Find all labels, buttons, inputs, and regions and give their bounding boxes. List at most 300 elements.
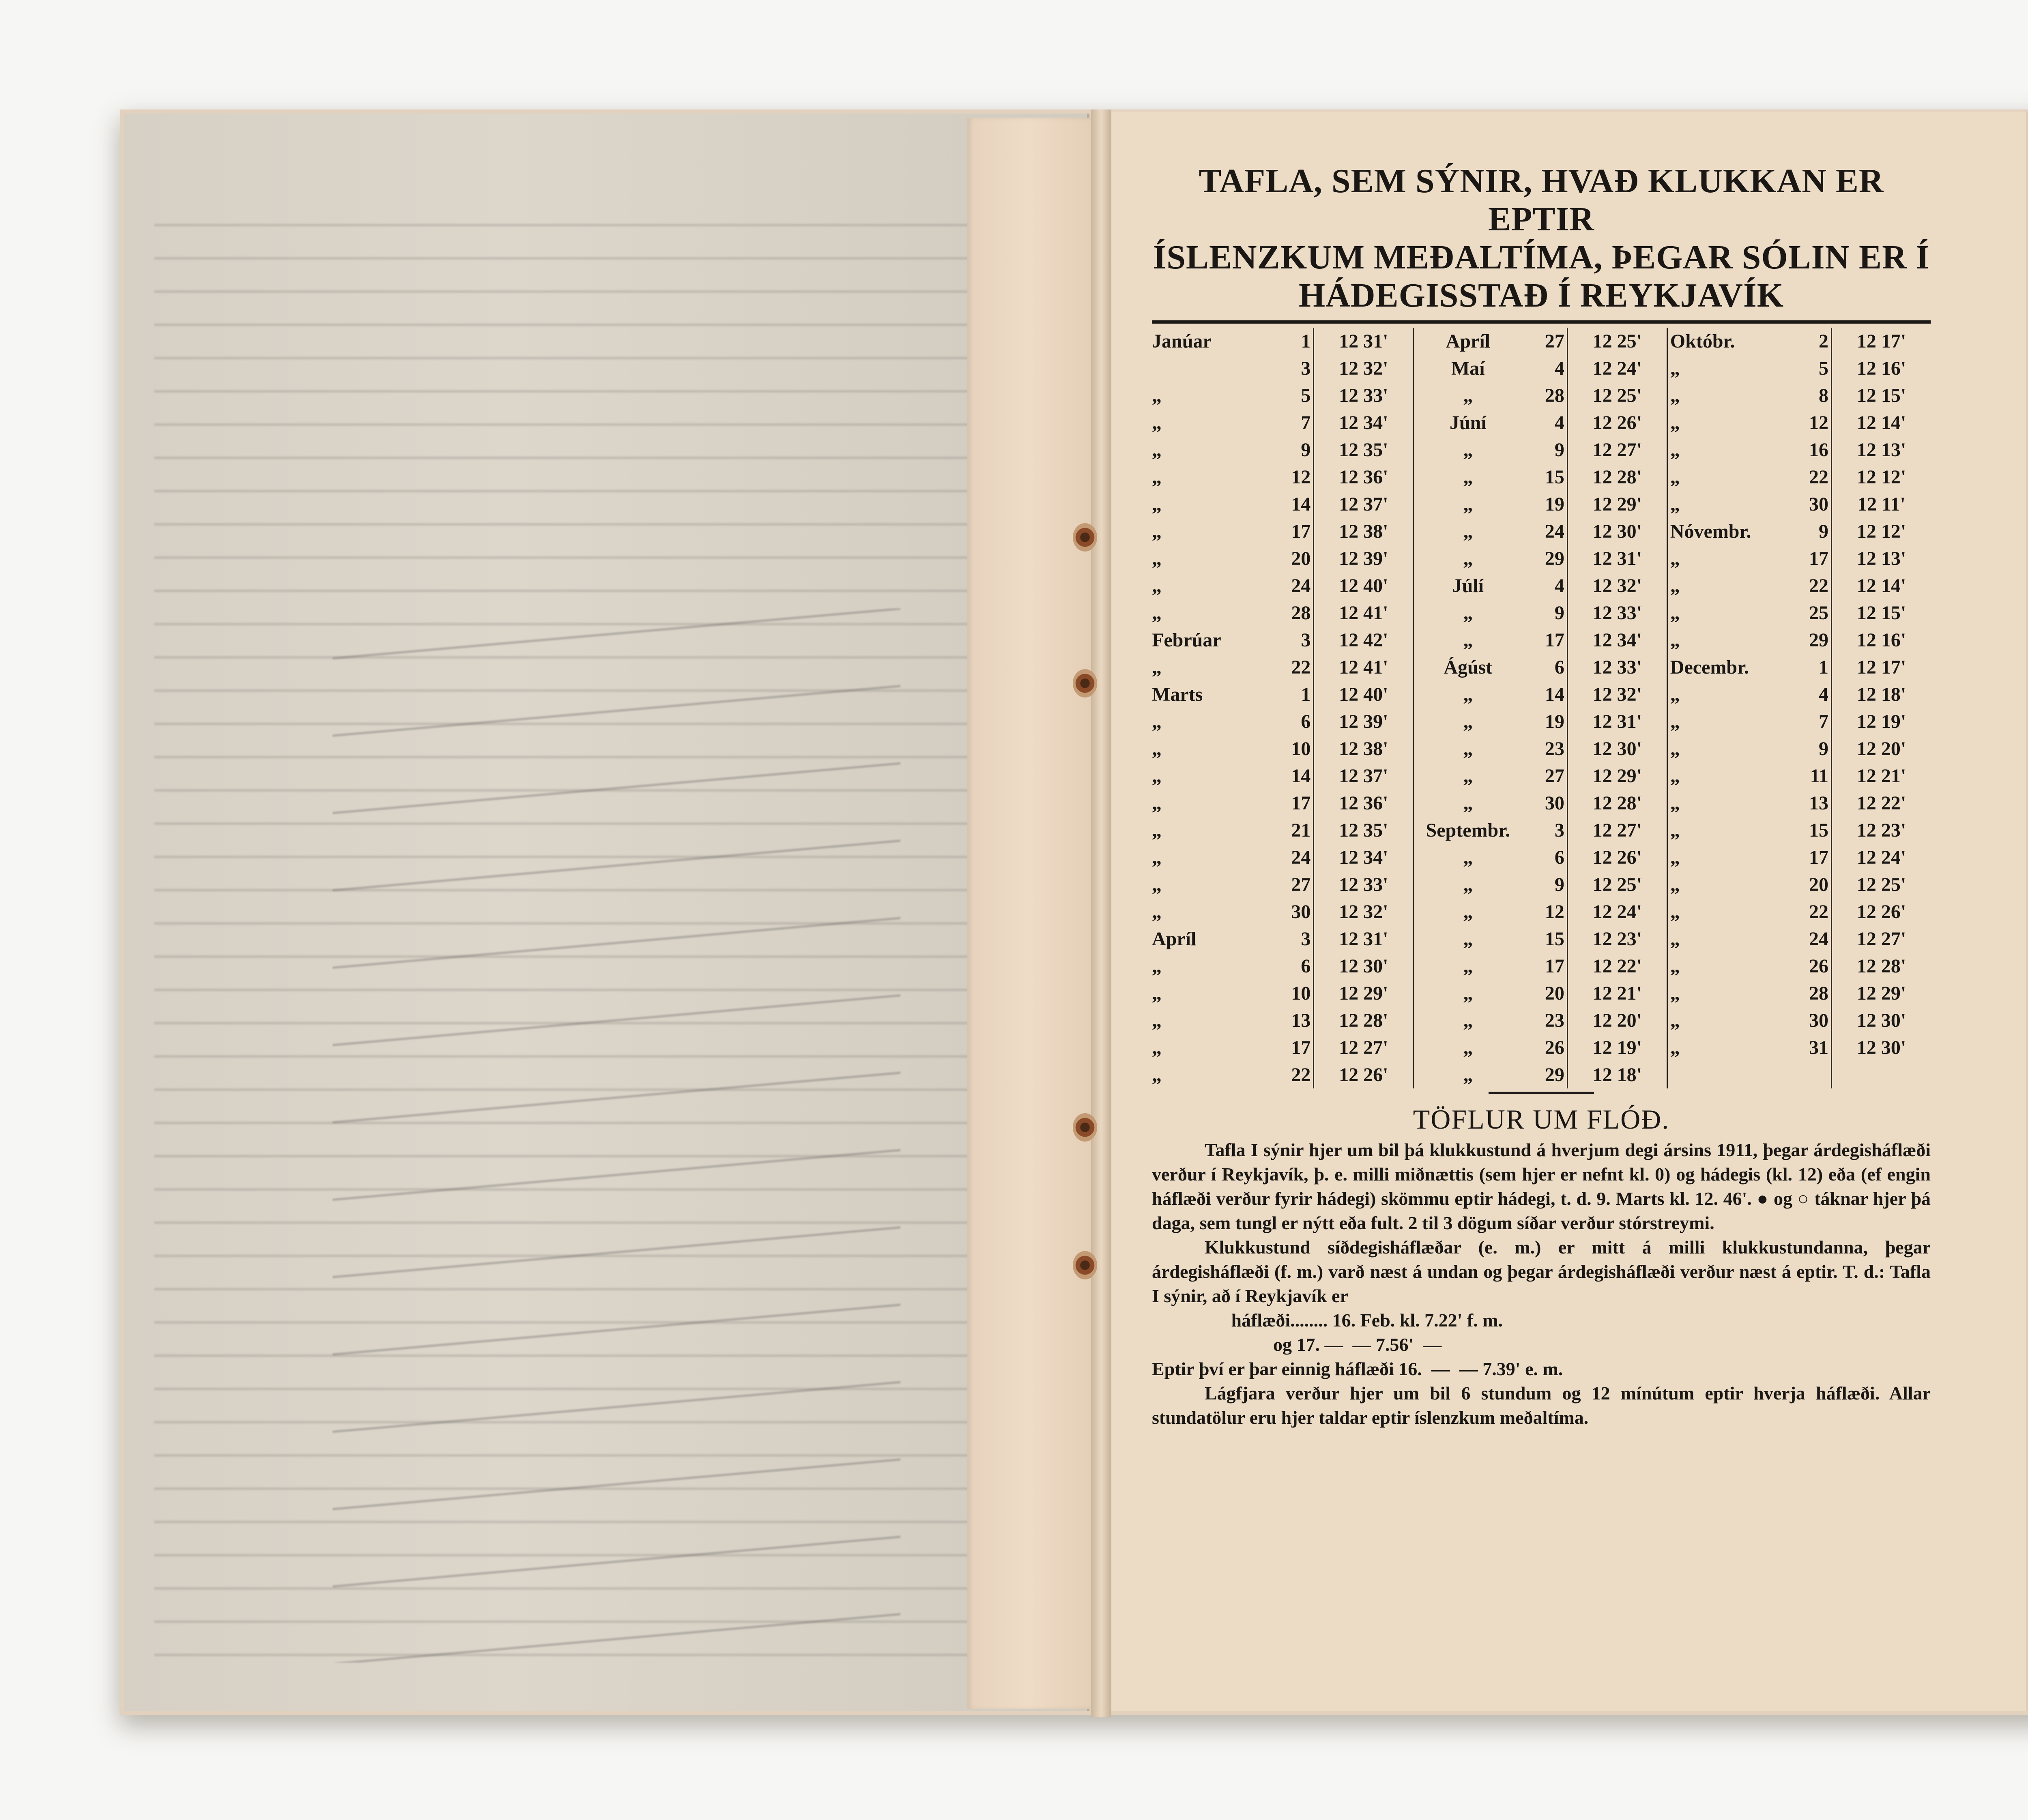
day-cell: 20 xyxy=(1545,983,1564,1004)
day-cell: 17 xyxy=(1291,1037,1311,1058)
time-cell: 12 34' xyxy=(1314,844,1414,871)
day-cell: 8 xyxy=(1819,385,1829,406)
day-cell: 22 xyxy=(1291,1064,1311,1086)
month-cell: „ xyxy=(1463,874,1473,895)
table-row xyxy=(1152,1061,1931,1088)
page-title xyxy=(1152,162,1931,315)
month-cell: „ xyxy=(1463,792,1473,814)
day-cell: 29 xyxy=(1809,629,1829,651)
day-cell: 3 xyxy=(1301,928,1311,950)
day-cell: 17 xyxy=(1809,548,1829,569)
day-cell: 28 xyxy=(1809,983,1829,1004)
month-cell: „ xyxy=(1152,955,1162,977)
day-cell: 28 xyxy=(1545,385,1564,406)
month-cell: „ xyxy=(1463,1064,1473,1086)
time-cell: 12 20' xyxy=(1832,735,1931,762)
table-row xyxy=(1152,545,1931,572)
time-cell: 12 25' xyxy=(1567,328,1667,355)
time-cell: 12 26' xyxy=(1832,898,1931,925)
time-cell: 12 11' xyxy=(1832,491,1931,518)
month-cell: Apríl xyxy=(1152,928,1197,950)
section-divider xyxy=(1489,1092,1594,1094)
time-cell: 12 30' xyxy=(1314,953,1414,980)
month-cell: „ xyxy=(1152,792,1162,814)
day-cell: 9 xyxy=(1819,738,1829,760)
month-cell: „ xyxy=(1670,494,1680,515)
table-row xyxy=(1152,898,1931,925)
time-cell: 12 19' xyxy=(1832,708,1931,735)
month-cell: „ xyxy=(1152,820,1162,841)
month-cell: Janúar xyxy=(1152,331,1212,352)
time-cell: 12 19' xyxy=(1567,1034,1667,1061)
time-cell: 12 41' xyxy=(1314,654,1414,681)
day-cell: 22 xyxy=(1809,575,1829,597)
time-cell: 12 22' xyxy=(1567,953,1667,980)
day-cell: 12 xyxy=(1545,901,1564,923)
time-cell: 12 38' xyxy=(1314,518,1414,545)
time-cell: 12 17' xyxy=(1832,654,1931,681)
month-cell: „ xyxy=(1670,955,1680,977)
day-cell: 3 xyxy=(1554,820,1564,841)
time-cell: 12 39' xyxy=(1314,545,1414,572)
day-cell: 20 xyxy=(1809,874,1829,895)
month-cell: Decembr. xyxy=(1670,657,1749,678)
title-line: HÁDEGISSTAÐ Í REYKJAVÍK xyxy=(1298,277,1784,314)
time-cell: 12 25' xyxy=(1832,871,1931,898)
month-cell: „ xyxy=(1670,820,1680,841)
day-cell: 9 xyxy=(1301,439,1311,461)
time-cell: 12 13' xyxy=(1832,436,1931,464)
time-cell: 12 31' xyxy=(1314,328,1414,355)
time-cell: 12 14' xyxy=(1832,409,1931,436)
time-cell: 12 15' xyxy=(1832,382,1931,409)
month-cell: „ xyxy=(1152,466,1162,488)
day-cell: 6 xyxy=(1301,711,1311,732)
month-cell: „ xyxy=(1463,901,1473,923)
day-cell: 17 xyxy=(1545,629,1564,651)
day-cell: 19 xyxy=(1545,711,1564,732)
month-cell: „ xyxy=(1670,412,1680,434)
table-row xyxy=(1152,572,1931,599)
month-cell: „ xyxy=(1670,901,1680,923)
time-cell: 12 14' xyxy=(1832,572,1931,599)
time-cell: 12 35' xyxy=(1314,436,1414,464)
table-row xyxy=(1152,491,1931,518)
table-row xyxy=(1152,409,1931,436)
month-cell: Apríl xyxy=(1446,331,1490,352)
time-cell: 12 27' xyxy=(1832,925,1931,953)
day-cell: 6 xyxy=(1554,847,1564,868)
day-cell: 15 xyxy=(1545,466,1564,488)
day-cell: 13 xyxy=(1809,792,1829,814)
day-cell: 29 xyxy=(1545,548,1564,569)
day-cell: 4 xyxy=(1554,412,1564,434)
month-cell: „ xyxy=(1670,466,1680,488)
time-cell: 12 39' xyxy=(1314,708,1414,735)
month-cell: „ xyxy=(1463,385,1473,406)
time-cell: 12 16' xyxy=(1832,355,1931,382)
month-cell: „ xyxy=(1670,711,1680,732)
time-cell: 12 32' xyxy=(1314,355,1414,382)
time-cell: 12 30' xyxy=(1567,518,1667,545)
time-cell: 12 30' xyxy=(1832,1007,1931,1034)
day-cell: 10 xyxy=(1291,738,1311,760)
month-cell: „ xyxy=(1152,1064,1162,1086)
book-gutter xyxy=(1091,109,1111,1717)
table-row xyxy=(1152,328,1931,355)
binding-stitch-hole xyxy=(1073,1113,1097,1142)
month-cell: „ xyxy=(1670,602,1680,624)
month-cell: „ xyxy=(1152,521,1162,542)
time-cell: 12 26' xyxy=(1567,844,1667,871)
time-cell: 12 26' xyxy=(1567,409,1667,436)
tides-paragraph: Tafla I sýnir hjer um bil þá klukkustund á hverjum degi ársins 1911, þegar árdegisháflæði verður í Reykjavík, þ. e. milli miðnættis (sem hjer er nefnt kl. 0) og hádegis (kl. 12) eða (ef engin háflæði verður fyrir hádegi) skömmu eptir hádegi, t. d. 9. Marts kl. 12. 46'. ● og ○ táknar hjer þá daga, sem tungl er nýtt eða fult. 2 til 3 dögum síðar verður stórstreymi. xyxy=(1152,1140,1931,1233)
day-cell: 9 xyxy=(1554,439,1564,461)
tide-example-line: Eptir því er þar einnig háflæði 16. — — 7.39' e. m. xyxy=(1152,1359,1563,1379)
table-row xyxy=(1152,980,1931,1007)
month-cell: „ xyxy=(1463,928,1473,950)
day-cell: 5 xyxy=(1301,385,1311,406)
month-cell: „ xyxy=(1670,575,1680,597)
table-row xyxy=(1152,627,1931,654)
month-cell: „ xyxy=(1152,494,1162,515)
month-cell: „ xyxy=(1152,901,1162,923)
day-cell: 1 xyxy=(1819,657,1829,678)
month-cell: „ xyxy=(1463,466,1473,488)
month-cell: „ xyxy=(1670,1037,1680,1058)
month-cell: „ xyxy=(1152,575,1162,597)
month-cell: Ágúst xyxy=(1444,657,1493,678)
time-cell: 12 36' xyxy=(1314,790,1414,817)
month-cell: „ xyxy=(1152,765,1162,787)
month-cell: Júní xyxy=(1449,412,1487,434)
time-cell: 12 35' xyxy=(1314,817,1414,844)
month-cell: „ xyxy=(1152,1037,1162,1058)
time-cell: 12 16' xyxy=(1832,627,1931,654)
day-cell: 30 xyxy=(1809,494,1829,515)
month-cell: „ xyxy=(1463,548,1473,569)
tide-example-line: háflæði........ 16. Feb. kl. 7.22' f. m. xyxy=(1152,1310,1503,1331)
time-cell: 12 24' xyxy=(1832,844,1931,871)
month-cell: „ xyxy=(1670,874,1680,895)
time-cell: 12 20' xyxy=(1567,1007,1667,1034)
time-cell: 12 28' xyxy=(1567,464,1667,491)
time-cell: 12 33' xyxy=(1314,871,1414,898)
time-cell: 12 18' xyxy=(1567,1061,1667,1088)
month-cell: „ xyxy=(1463,765,1473,787)
day-cell: 11 xyxy=(1810,765,1829,787)
day-cell: 15 xyxy=(1809,820,1829,841)
day-cell: 21 xyxy=(1291,820,1311,841)
day-cell: 24 xyxy=(1545,521,1564,542)
noon-time-table xyxy=(1152,328,1931,1088)
day-cell: 19 xyxy=(1545,494,1564,515)
day-cell: 7 xyxy=(1819,711,1829,732)
time-cell: 12 29' xyxy=(1567,491,1667,518)
day-cell: 30 xyxy=(1291,901,1311,923)
month-cell: „ xyxy=(1152,439,1162,461)
time-cell: 12 29' xyxy=(1314,980,1414,1007)
left-page-handwriting xyxy=(333,608,900,1663)
time-cell: 12 29' xyxy=(1832,980,1931,1007)
month-cell: „ xyxy=(1670,385,1680,406)
day-cell: 6 xyxy=(1301,955,1311,977)
time-cell: 12 38' xyxy=(1314,735,1414,762)
time-cell: 12 30' xyxy=(1832,1034,1931,1061)
table-row xyxy=(1152,436,1931,464)
day-cell: 22 xyxy=(1291,657,1311,678)
binding-guard-strip xyxy=(967,118,1091,1709)
time-cell: 12 31' xyxy=(1567,545,1667,572)
time-cell: 12 32' xyxy=(1314,898,1414,925)
month-cell: „ xyxy=(1463,711,1473,732)
time-cell: 12 28' xyxy=(1314,1007,1414,1034)
month-cell: „ xyxy=(1670,358,1680,379)
month-cell: Októbr. xyxy=(1670,331,1735,352)
day-cell: 7 xyxy=(1301,412,1311,434)
day-cell: 17 xyxy=(1545,955,1564,977)
month-cell: „ xyxy=(1152,983,1162,1004)
month-cell: Nóvembr. xyxy=(1670,521,1751,542)
day-cell: 27 xyxy=(1545,331,1564,352)
month-cell: „ xyxy=(1670,847,1680,868)
month-cell: „ xyxy=(1670,1010,1680,1031)
month-cell: „ xyxy=(1463,684,1473,705)
time-cell: 12 21' xyxy=(1832,762,1931,790)
month-cell: Febrúar xyxy=(1152,629,1221,651)
table-row xyxy=(1152,681,1931,708)
time-cell: 12 28' xyxy=(1832,953,1931,980)
month-cell: „ xyxy=(1152,657,1162,678)
month-cell: „ xyxy=(1152,412,1162,434)
time-cell: 12 33' xyxy=(1567,599,1667,627)
time-cell: 12 33' xyxy=(1314,382,1414,409)
day-cell: 20 xyxy=(1291,548,1311,569)
time-cell: 12 13' xyxy=(1832,545,1931,572)
time-cell: 12 26' xyxy=(1314,1061,1414,1088)
table-row xyxy=(1152,762,1931,790)
time-cell: 12 31' xyxy=(1314,925,1414,953)
month-cell: „ xyxy=(1670,684,1680,705)
title-line: TAFLA, SEM SÝNIR, HVAÐ KLUKKAN ER EPTIR xyxy=(1199,162,1884,238)
day-cell: 17 xyxy=(1291,792,1311,814)
time-cell: 12 17' xyxy=(1832,328,1931,355)
day-cell: 17 xyxy=(1809,847,1829,868)
table-row xyxy=(1152,790,1931,817)
day-cell: 6 xyxy=(1554,657,1564,678)
day-cell: 29 xyxy=(1545,1064,1564,1086)
month-cell: „ xyxy=(1463,955,1473,977)
time-cell: 12 41' xyxy=(1314,599,1414,627)
month-cell: „ xyxy=(1152,711,1162,732)
time-cell: 12 31' xyxy=(1567,708,1667,735)
day-cell: 14 xyxy=(1291,494,1311,515)
day-cell: 27 xyxy=(1545,765,1564,787)
time-cell xyxy=(1832,1061,1931,1088)
time-cell: 12 22' xyxy=(1832,790,1931,817)
month-cell: „ xyxy=(1152,602,1162,624)
day-cell: 24 xyxy=(1291,575,1311,597)
time-cell: 12 42' xyxy=(1314,627,1414,654)
day-cell: 28 xyxy=(1291,602,1311,624)
month-cell xyxy=(1667,1061,1786,1088)
table-row xyxy=(1152,871,1931,898)
month-cell: „ xyxy=(1152,548,1162,569)
month-cell: „ xyxy=(1152,874,1162,895)
month-cell: „ xyxy=(1152,1010,1162,1031)
table-row xyxy=(1152,925,1931,953)
day-cell: 22 xyxy=(1809,466,1829,488)
month-cell: „ xyxy=(1670,928,1680,950)
table-row xyxy=(1152,382,1931,409)
day-cell: 14 xyxy=(1291,765,1311,787)
time-cell: 12 23' xyxy=(1832,817,1931,844)
month-cell: „ xyxy=(1463,494,1473,515)
month-cell: „ xyxy=(1463,521,1473,542)
day-cell: 3 xyxy=(1301,358,1311,379)
month-cell: „ xyxy=(1670,548,1680,569)
tides-paragraph: Lágfjara verður hjer um bil 6 stundum og 12 mínútum eptir hverja háflæði. Allar stundatölur eru hjer taldar eptir íslenzkum meðaltíma. xyxy=(1152,1383,1931,1428)
month-cell: „ xyxy=(1463,847,1473,868)
day-cell: 4 xyxy=(1554,358,1564,379)
time-cell: 12 27' xyxy=(1567,817,1667,844)
time-cell: 12 36' xyxy=(1314,464,1414,491)
month-cell: Júlí xyxy=(1452,575,1484,597)
day-cell: 9 xyxy=(1819,521,1829,542)
day-cell: 31 xyxy=(1809,1037,1829,1058)
table-row xyxy=(1152,599,1931,627)
day-cell: 23 xyxy=(1545,1010,1564,1031)
right-page-content xyxy=(1152,162,1931,1430)
time-cell: 12 25' xyxy=(1567,871,1667,898)
table-row xyxy=(1152,464,1931,491)
day-cell: 9 xyxy=(1554,602,1564,624)
day-cell: 10 xyxy=(1291,983,1311,1004)
day-cell: 24 xyxy=(1809,928,1829,950)
table-row xyxy=(1152,953,1931,980)
binding-stitch-hole xyxy=(1073,1251,1097,1279)
day-cell xyxy=(1786,1061,1832,1088)
time-cell: 12 24' xyxy=(1567,355,1667,382)
title-rule xyxy=(1152,320,1931,324)
day-cell: 9 xyxy=(1554,874,1564,895)
month-cell: Maí xyxy=(1451,358,1485,379)
month-cell: „ xyxy=(1152,847,1162,868)
time-cell: 12 29' xyxy=(1567,762,1667,790)
month-cell: „ xyxy=(1463,1037,1473,1058)
time-cell: 12 27' xyxy=(1567,436,1667,464)
day-cell: 4 xyxy=(1819,684,1829,705)
day-cell: 1 xyxy=(1301,684,1311,705)
month-cell: „ xyxy=(1463,738,1473,760)
day-cell: 5 xyxy=(1819,358,1829,379)
time-cell: 12 32' xyxy=(1567,681,1667,708)
month-cell: Septembr. xyxy=(1426,820,1510,841)
month-cell: „ xyxy=(1152,738,1162,760)
table-row xyxy=(1152,355,1931,382)
month-cell: „ xyxy=(1670,983,1680,1004)
day-cell: 25 xyxy=(1809,602,1829,624)
time-cell: 12 24' xyxy=(1567,898,1667,925)
table-row xyxy=(1152,518,1931,545)
day-cell: 3 xyxy=(1301,629,1311,651)
month-cell: Marts xyxy=(1152,684,1203,705)
time-cell: 12 12' xyxy=(1832,464,1931,491)
day-cell: 16 xyxy=(1809,439,1829,461)
table-row xyxy=(1152,817,1931,844)
day-cell: 22 xyxy=(1809,901,1829,923)
day-cell: 12 xyxy=(1291,466,1311,488)
time-cell: 12 34' xyxy=(1567,627,1667,654)
tides-heading: TÖFLUR UM FLÓÐ. xyxy=(1413,1104,1670,1135)
day-cell: 15 xyxy=(1545,928,1564,950)
time-cell: 12 37' xyxy=(1314,762,1414,790)
month-cell: „ xyxy=(1670,738,1680,760)
time-cell: 12 21' xyxy=(1567,980,1667,1007)
table-row xyxy=(1152,844,1931,871)
day-cell: 12 xyxy=(1809,412,1829,434)
day-cell: 26 xyxy=(1809,955,1829,977)
time-cell: 12 23' xyxy=(1567,925,1667,953)
time-cell: 12 27' xyxy=(1314,1034,1414,1061)
time-cell: 12 28' xyxy=(1567,790,1667,817)
month-cell: „ xyxy=(1670,629,1680,651)
day-cell: 14 xyxy=(1545,684,1564,705)
day-cell: 24 xyxy=(1291,847,1311,868)
day-cell: 23 xyxy=(1545,738,1564,760)
time-cell: 12 32' xyxy=(1567,572,1667,599)
table-row xyxy=(1152,654,1931,681)
time-cell: 12 12' xyxy=(1832,518,1931,545)
month-cell: „ xyxy=(1152,385,1162,406)
table-row xyxy=(1152,708,1931,735)
time-cell: 12 40' xyxy=(1314,681,1414,708)
noon-time-table-body xyxy=(1152,328,1931,1088)
day-cell: 13 xyxy=(1291,1010,1311,1031)
day-cell: 2 xyxy=(1819,331,1829,352)
month-cell: „ xyxy=(1463,439,1473,461)
day-cell: 4 xyxy=(1554,575,1564,597)
binding-stitch-hole xyxy=(1073,523,1097,552)
time-cell: 12 37' xyxy=(1314,491,1414,518)
month-cell: „ xyxy=(1463,983,1473,1004)
day-cell: 1 xyxy=(1301,331,1311,352)
time-cell: 12 30' xyxy=(1567,735,1667,762)
day-cell: 30 xyxy=(1545,792,1564,814)
table-row xyxy=(1152,735,1931,762)
month-cell: „ xyxy=(1670,765,1680,787)
tides-paragraph: Klukkustund síðdegisháflæðar (e. m.) er mitt á milli klukkustundanna, þegar árdegisháflæði (f. m.) varð næst á undan og þegar árdegisháflæði verður næst á eptir. T. d.: Tafla I sýnir, að í Reykjavík er xyxy=(1152,1237,1931,1306)
month-cell: „ xyxy=(1670,439,1680,461)
title-line: ÍSLENZKUM MEÐALTÍMA, ÞEGAR SÓLIN ER Í xyxy=(1153,238,1930,276)
time-cell: 12 25' xyxy=(1567,382,1667,409)
table-row xyxy=(1152,1034,1931,1061)
time-cell: 12 15' xyxy=(1832,599,1931,627)
month-cell: „ xyxy=(1463,602,1473,624)
tide-example-line: og 17. — — 7.56' — xyxy=(1152,1334,1442,1355)
binding-stitch-hole xyxy=(1073,669,1097,698)
time-cell: 12 34' xyxy=(1314,409,1414,436)
month-cell: „ xyxy=(1670,792,1680,814)
month-cell xyxy=(1152,355,1268,382)
day-cell: 30 xyxy=(1809,1010,1829,1031)
day-cell: 17 xyxy=(1291,521,1311,542)
month-cell: „ xyxy=(1463,629,1473,651)
table-row xyxy=(1152,1007,1931,1034)
month-cell: „ xyxy=(1463,1010,1473,1031)
time-cell: 12 40' xyxy=(1314,572,1414,599)
day-cell: 26 xyxy=(1545,1037,1564,1058)
